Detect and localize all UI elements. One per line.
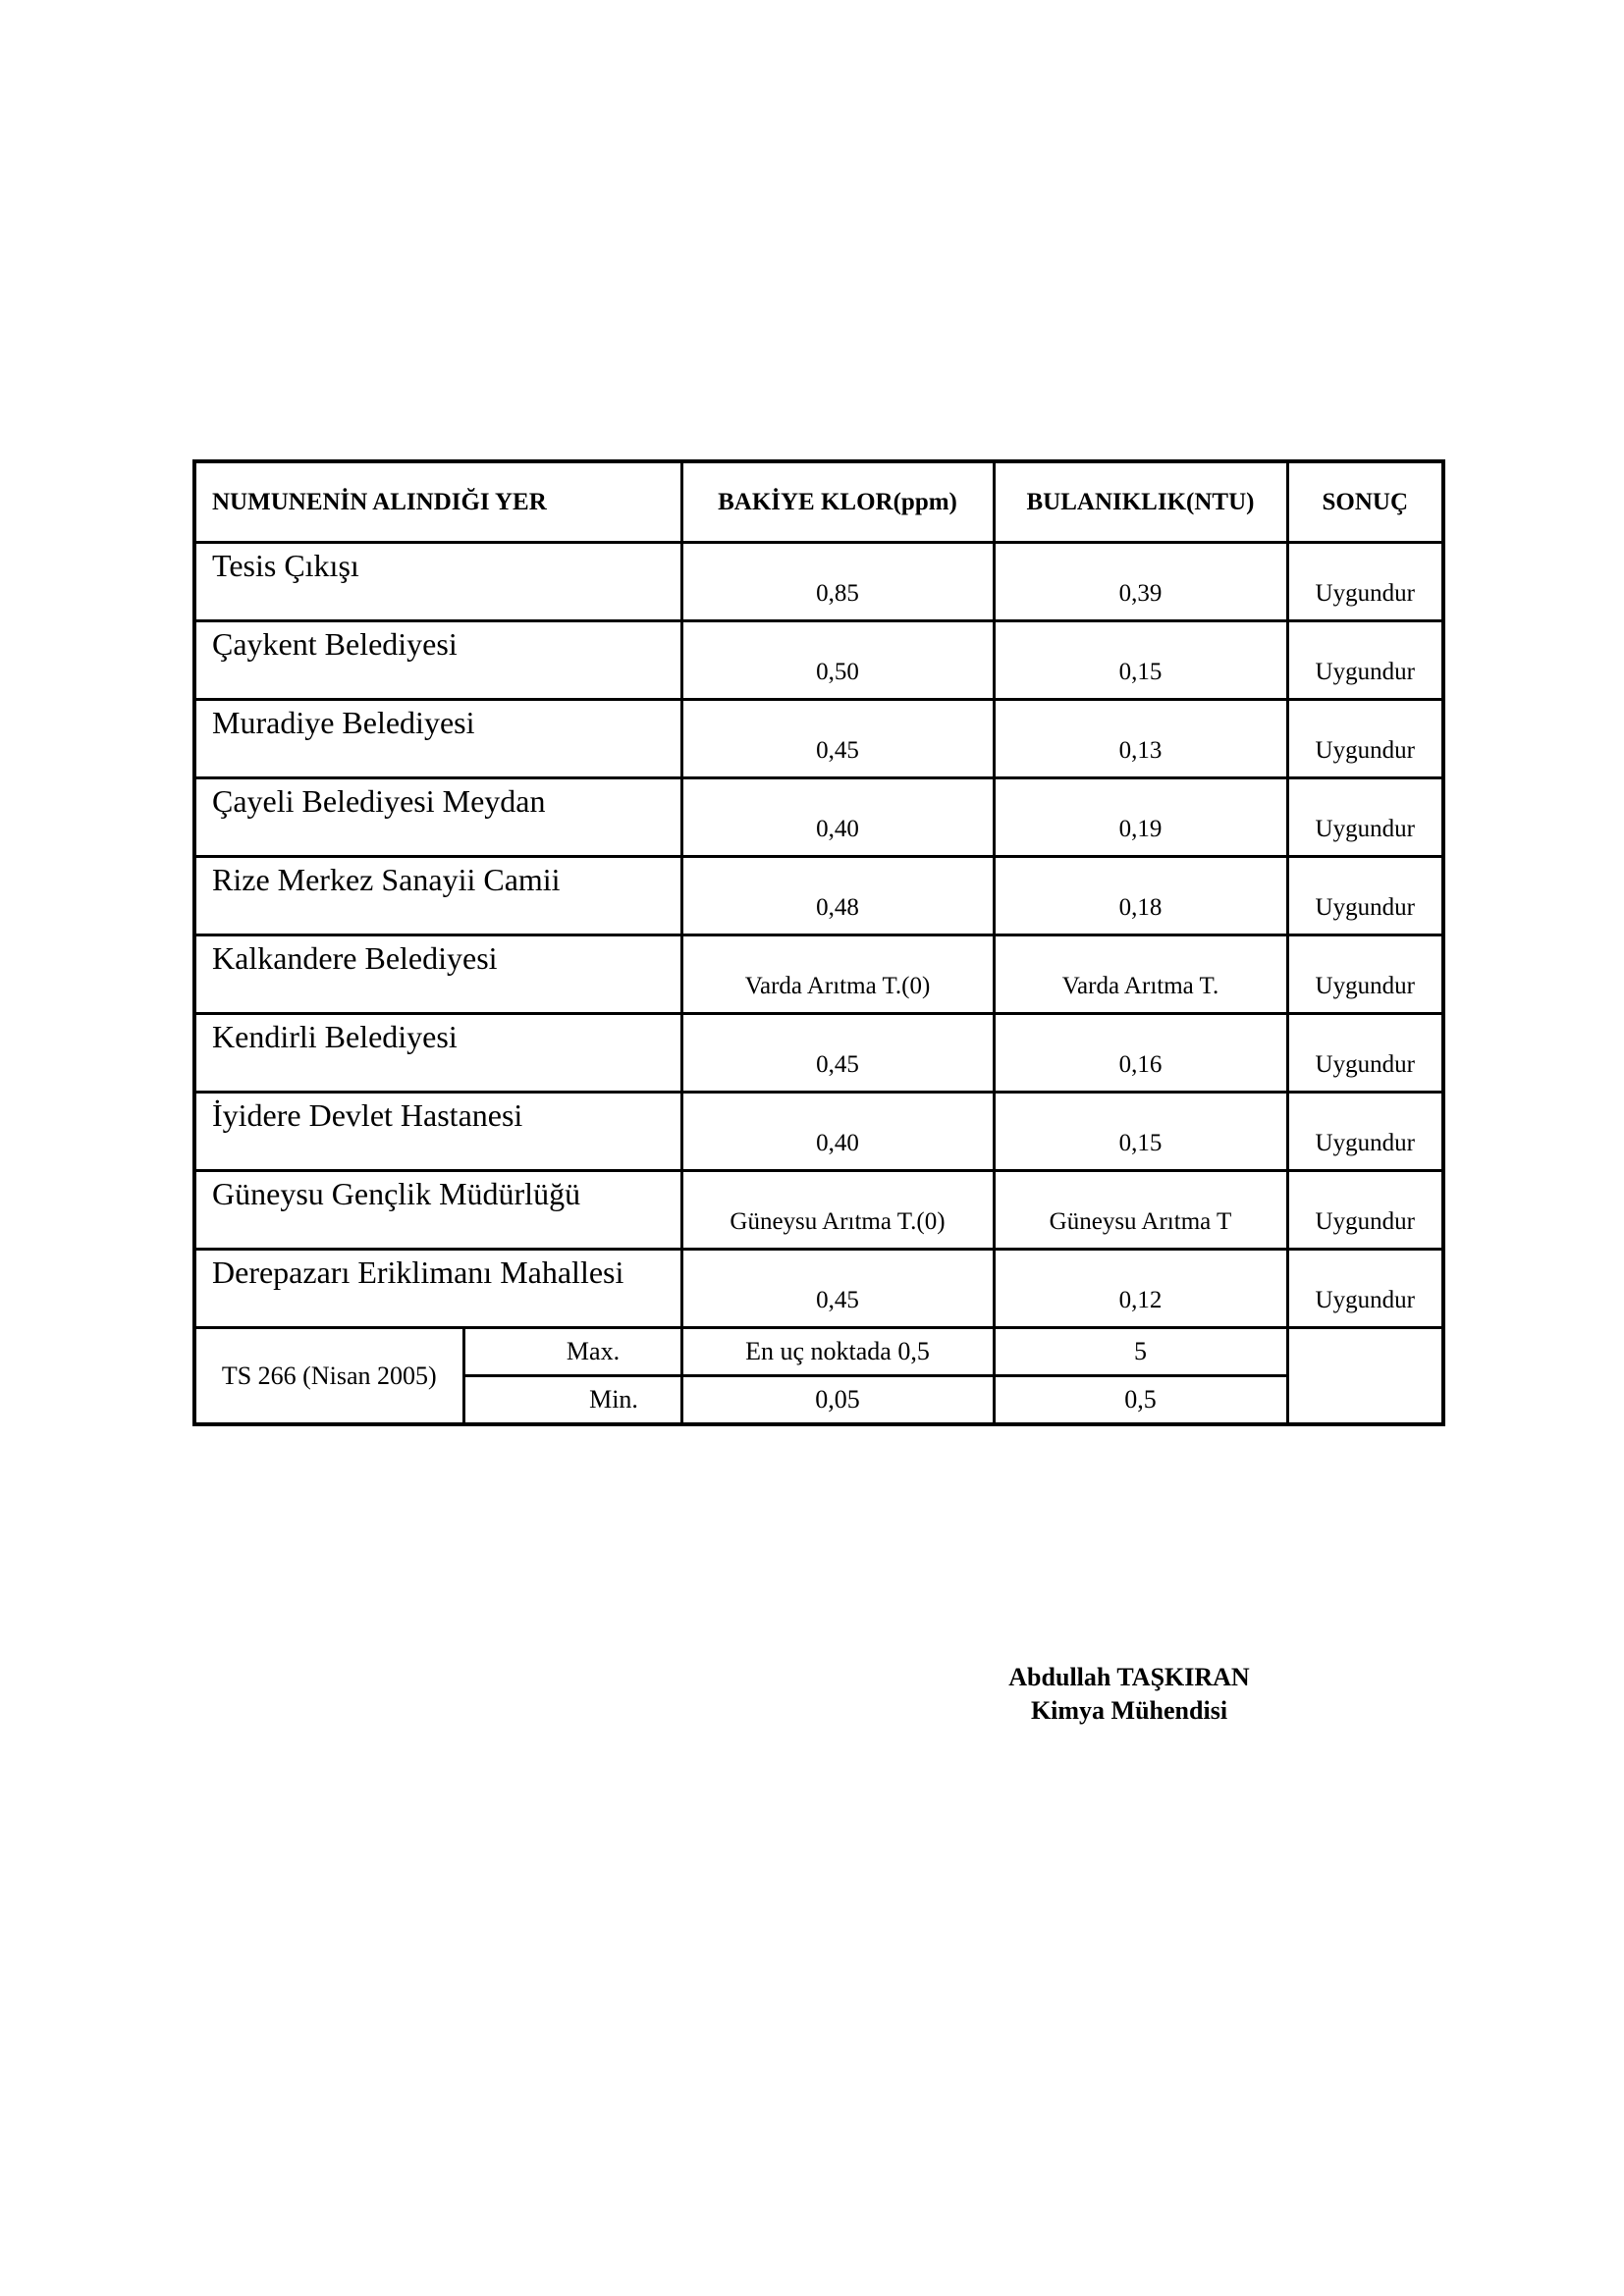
signature-title: Kimya Mühendisi [1030, 1696, 1228, 1725]
header-turbidity: BULANIKLIK(NTU) [994, 461, 1287, 543]
table-row [194, 857, 1443, 935]
standard-min-turbidity: 0,5 [994, 1376, 1287, 1425]
table-row [194, 700, 1443, 778]
result-cell: Uygundur [1287, 1250, 1443, 1328]
result-cell: Uygundur [1287, 1014, 1443, 1093]
table-row [194, 1250, 1443, 1328]
turbidity-cell: 0,19 [994, 778, 1287, 857]
chlorine-cell: 0,48 [681, 857, 994, 935]
header-chlorine: BAKİYE KLOR(ppm) [681, 461, 994, 543]
chlorine-cell: 0,85 [681, 543, 994, 621]
chlorine-cell: 0,45 [681, 1014, 994, 1093]
location-cell: Çayeli Belediyesi Meydan [194, 778, 681, 857]
chlorine-cell: 0,50 [681, 621, 994, 700]
standard-name: TS 266 (Nisan 2005) [194, 1328, 463, 1425]
chlorine-cell: Güneysu Arıtma T.(0) [681, 1171, 994, 1250]
signature-block [982, 1661, 1276, 1728]
standard-max-label: Max. [463, 1328, 681, 1376]
location-cell: Tesis Çıkışı [194, 543, 681, 621]
turbidity-cell: 0,16 [994, 1014, 1287, 1093]
location-cell: Kalkandere Belediyesi [194, 935, 681, 1014]
turbidity-cell: 0,15 [994, 621, 1287, 700]
turbidity-cell: 0,12 [994, 1250, 1287, 1328]
location-cell: Derepazarı Eriklimanı Mahallesi [194, 1250, 681, 1328]
table-row [194, 778, 1443, 857]
turbidity-cell: Varda Arıtma T. [994, 935, 1287, 1014]
standard-max-row [194, 1328, 1443, 1376]
chlorine-cell: 0,45 [681, 1250, 994, 1328]
table-row [194, 621, 1443, 700]
result-cell: Uygundur [1287, 1171, 1443, 1250]
turbidity-cell: Güneysu Arıtma T [994, 1171, 1287, 1250]
turbidity-cell: 0,39 [994, 543, 1287, 621]
standard-max-turbidity: 5 [994, 1328, 1287, 1376]
chlorine-cell: 0,40 [681, 1093, 994, 1171]
header-result: SONUÇ [1287, 461, 1443, 543]
chlorine-cell: Varda Arıtma T.(0) [681, 935, 994, 1014]
turbidity-cell: 0,13 [994, 700, 1287, 778]
table-row [194, 543, 1443, 621]
standard-max-chlorine: En uç noktada 0,5 [681, 1328, 994, 1376]
table-row [194, 1093, 1443, 1171]
result-cell: Uygundur [1287, 857, 1443, 935]
location-cell: Güneysu Gençlik Müdürlüğü [194, 1171, 681, 1250]
result-cell: Uygundur [1287, 1093, 1443, 1171]
location-cell: Kendirli Belediyesi [194, 1014, 681, 1093]
standard-result-empty [1287, 1328, 1443, 1425]
result-cell: Uygundur [1287, 778, 1443, 857]
header-row [194, 461, 1443, 543]
result-cell: Uygundur [1287, 700, 1443, 778]
chlorine-cell: 0,40 [681, 778, 994, 857]
result-cell: Uygundur [1287, 543, 1443, 621]
result-cell: Uygundur [1287, 935, 1443, 1014]
table-row [194, 1171, 1443, 1250]
table-row [194, 935, 1443, 1014]
location-cell: İyidere Devlet Hastanesi [194, 1093, 681, 1171]
standard-min-chlorine: 0,05 [681, 1376, 994, 1425]
signature-name: Abdullah TAŞKIRAN [1008, 1663, 1250, 1691]
standard-min-label: Min. [463, 1376, 681, 1425]
turbidity-cell: 0,18 [994, 857, 1287, 935]
chlorine-cell: 0,45 [681, 700, 994, 778]
result-cell: Uygundur [1287, 621, 1443, 700]
location-cell: Rize Merkez Sanayii Camii [194, 857, 681, 935]
location-cell: Çaykent Belediyesi [194, 621, 681, 700]
location-cell: Muradiye Belediyesi [194, 700, 681, 778]
table-row [194, 1014, 1443, 1093]
water-quality-table [192, 459, 1445, 1426]
turbidity-cell: 0,15 [994, 1093, 1287, 1171]
header-location: NUMUNENİN ALINDIĞI YER [194, 461, 681, 543]
